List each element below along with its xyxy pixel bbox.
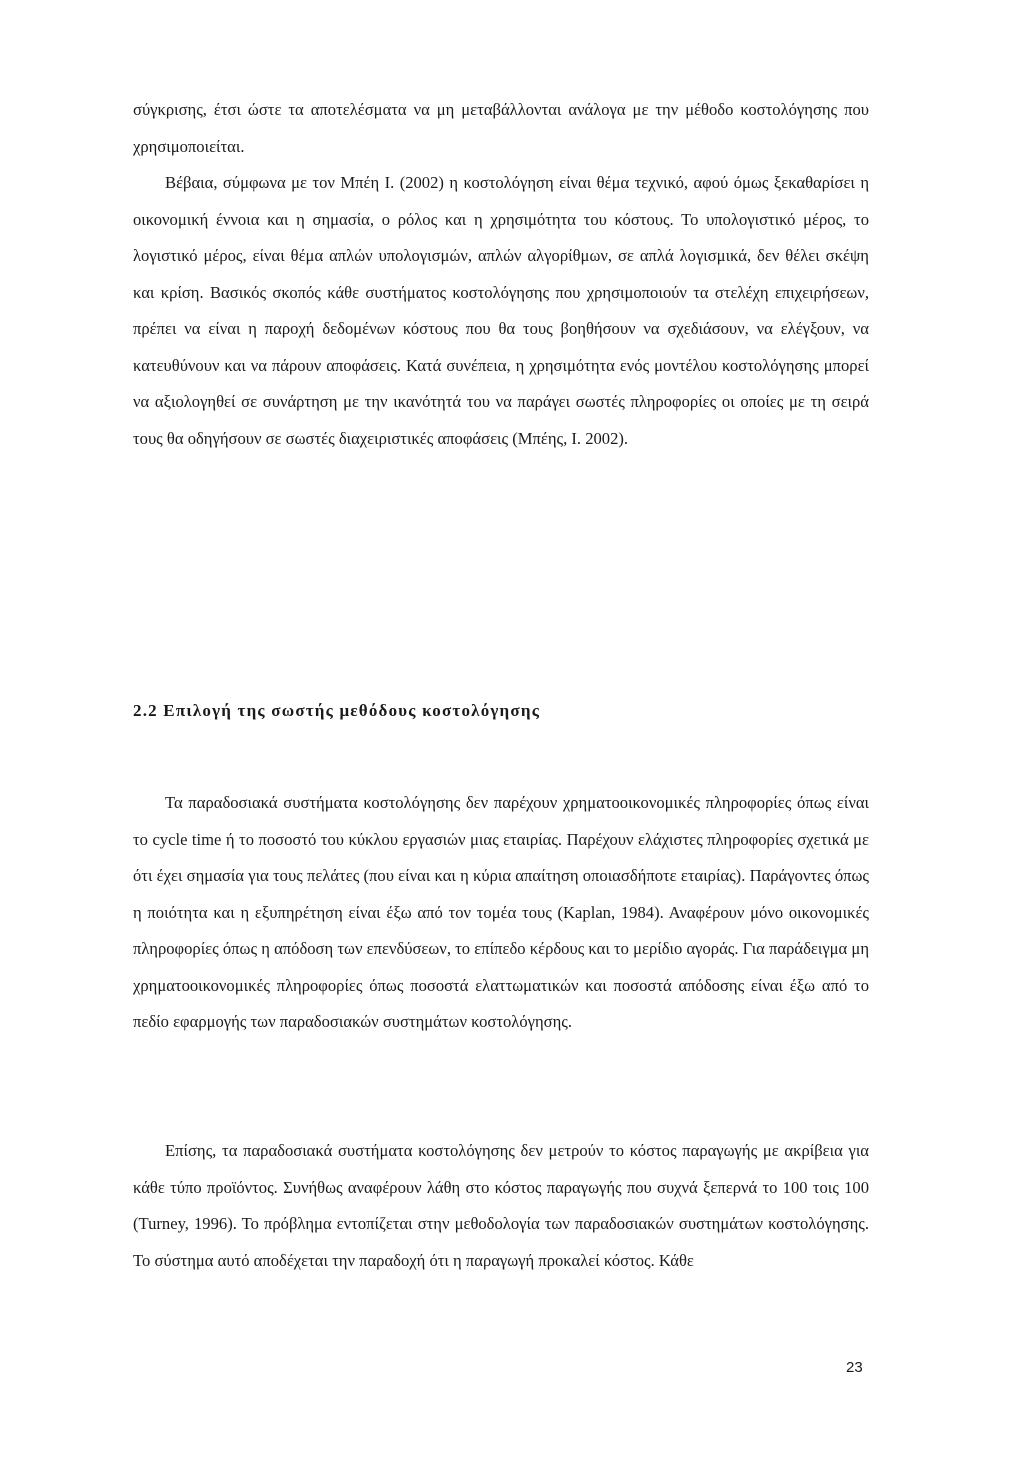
paragraph-traditional-systems: Τα παραδοσιακά συστήματα κοστολόγησης δεν παρέχουν χρηματοοικονομικές πληροφορίες όπως είναι το cycle time ή το ποσοστό του κύκλου εργασιών μιας εταιρίας. Παρέχουν ελάχιστες πληροφορίες σχετικά με ότι έχει σημασία για τους πελάτες (που είναι και η κύρια απαίτηση οποιασδήποτε εταιρίας). Παράγοντες όπως η ποιότητα και η εξυπηρέτηση είναι έξω από τον τομέα τους (Kaplan, 1984). Αναφέρουν μόνο οικονομικές πληροφορίες όπως η απόδοση των επενδύσεων, το επίπεδο κέρδους και το μερίδιο αγοράς. Για παράδειγμα μη χρηματοοικονομικές πληροφορίες όπως ποσοστά ελαττωματικών και ποσοστά απόδοσης είναι έξω από το πεδίο εφαρμογής των παραδοσιακών συστημάτων κοστολόγησης. <box>133 793 869 1031</box>
body-text-top <box>133 92 869 457</box>
body-text-section-continued <box>133 1133 869 1279</box>
paragraph-production-cost: Επίσης, τα παραδοσιακά συστήματα κοστολόγησης δεν μετρούν το κόστος παραγωγής με ακρίβεια για κάθε τύπο προϊόντος. Συνήθως αναφέρουν λάθη στο κόστος παραγωγής που συχνά ξεπερνά το 100 τοις 100 (Turney, 1996). Το πρόβλημα εντοπίζεται στην μεθοδολογία των παραδοσιακών συστημάτων κοστολόγησης. Το σύστημα αυτό αποδέχεται την παραδοχή ότι η παραγωγή προκαλεί κόστος. Κάθε <box>133 1141 869 1270</box>
page-number: 23 <box>846 1359 863 1376</box>
section-heading: 2.2 Επιλογή της σωστής μεθόδους κοστολόγησης <box>133 701 541 720</box>
paragraph-costing-definition: Βέβαια, σύμφωνα με τον Μπέη Ι. (2002) η κοστολόγηση είναι θέμα τεχνικό, αφού όμως ξεκαθαρίσει η οικονομική έννοια και η σημασία, ο ρόλος και η χρησιμότητα του κόστους. Το υπολογιστικό μέρος, το λογιστικό μέρος, είναι θέμα απλών υπολογισμών, απλών αλγορίθμων, σε απλά λογισμικά, δεν θέλει σκέψη και κρίση. Βασικός σκοπός κάθε συστήματος κοστολόγησης που χρησιμοποιούν τα στελέχη επιχειρήσεων, πρέπει να είναι η παροχή δεδομένων κόστους που θα τους βοηθήσουν να σχεδιάσουν, να ελέγξουν, να κατευθύνουν και να πάρουν αποφάσεις. Κατά συνέπεια, η χρησιμότητα ενός μοντέλου κοστολόγησης μπορεί να αξιολογηθεί σε συνάρτηση με την ικανότητά του να παράγει σωστές πληροφορίες οι οποίες με τη σειρά τους θα οδηγήσουν σε σωστές διαχειριστικές αποφάσεις (Μπέης, Ι. 2002). <box>133 173 869 448</box>
body-text-section <box>133 785 869 1041</box>
paragraph-continuation: σύγκρισης, έτσι ώστε τα αποτελέσματα να μη μεταβάλλονται ανάλογα με την μέθοδο κοστολόγησης που χρησιμοποιείται. <box>133 100 869 156</box>
